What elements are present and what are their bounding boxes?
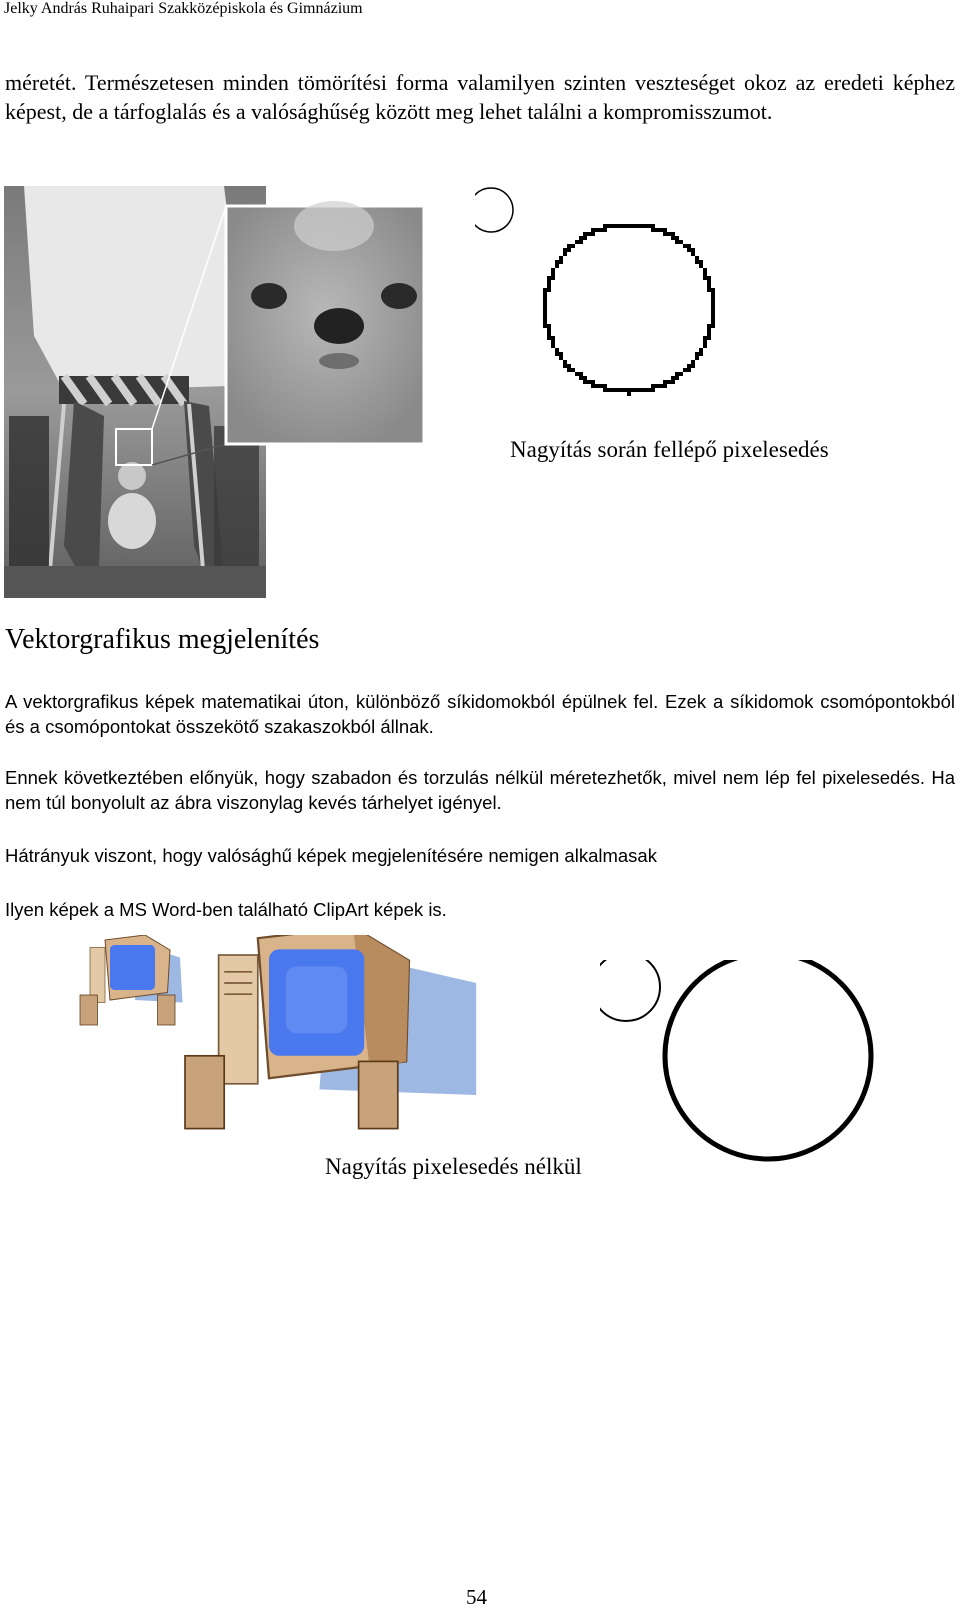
circle-pixel <box>703 268 707 272</box>
circle-pixel <box>651 388 655 392</box>
circle-pixel <box>687 368 691 372</box>
circle-pixel <box>551 340 555 344</box>
paragraph-advantages: Ennek következtében előnyük, hogy szabadon és torzulás nélkül méretezhetők, mivel nem lép fel pixelesedés. Ha nem túl bonyolult az ábra viszonylag kevés tárhelyet igényel. <box>5 767 955 813</box>
circle-pixel <box>711 316 715 320</box>
circle-pixel <box>603 384 607 388</box>
circle-pixel <box>547 332 551 336</box>
circle-pixel <box>587 232 591 236</box>
circle-pixel <box>667 232 671 236</box>
circle-pixel <box>555 352 559 356</box>
circle-pixel <box>607 388 611 392</box>
circle-pixel <box>615 388 619 392</box>
circle-pixel <box>635 224 639 228</box>
computer-small-icon <box>80 935 183 1025</box>
circle-pixel <box>603 228 607 232</box>
circle-pixel <box>615 224 619 228</box>
circle-pixel <box>707 328 711 332</box>
small-vector-circle <box>600 960 660 1021</box>
circle-pixel <box>583 232 587 236</box>
circle-pixel <box>691 360 695 364</box>
circle-pixel <box>703 276 707 280</box>
circle-pixel <box>663 232 667 236</box>
circle-pixel <box>711 300 715 304</box>
circle-pixel <box>671 380 675 384</box>
circle-pixel <box>547 328 551 332</box>
circle-pixel <box>547 288 551 292</box>
circle-pixel <box>651 228 655 232</box>
pixelated-circle-figure <box>475 184 745 409</box>
circle-pixel <box>547 280 551 284</box>
caption-pixelation: Nagyítás során fellépő pixelesedés <box>510 437 829 462</box>
circle-pixel <box>543 296 547 300</box>
circle-pixel <box>695 356 699 360</box>
circle-pixel <box>711 288 715 292</box>
circle-pixel <box>699 260 703 264</box>
circle-pixel <box>663 228 667 232</box>
circle-pixel <box>603 388 607 392</box>
circle-pixel <box>707 332 711 336</box>
circle-pixel <box>655 384 659 388</box>
vector-circles-figure <box>600 960 920 1200</box>
circle-pixel <box>611 224 615 228</box>
circle-pixel <box>671 236 675 240</box>
circle-pixel <box>675 240 679 244</box>
circle-pixel <box>563 360 567 364</box>
circle-pixel <box>591 384 595 388</box>
circle-pixel <box>647 388 651 392</box>
circle-pixel <box>703 344 707 348</box>
circle-pixel <box>627 224 631 228</box>
circle-pixel <box>711 296 715 300</box>
circle-pixel <box>543 288 547 292</box>
circle-pixel <box>595 228 599 232</box>
circle-pixel <box>579 236 583 240</box>
skirt-shape <box>24 186 239 391</box>
circle-pixel <box>563 248 567 252</box>
circle-pixel <box>591 232 595 236</box>
dog-photo-zoom-figure <box>4 186 436 598</box>
circle-pixel <box>699 348 703 352</box>
circle-pixel <box>655 228 659 232</box>
circle-pixel <box>707 276 711 280</box>
circle-pixel <box>543 304 547 308</box>
circle-pixel <box>659 228 663 232</box>
circle-pixel <box>603 224 607 228</box>
circle-pixel <box>563 252 567 256</box>
circle-pixel <box>551 336 555 340</box>
circle-pixel <box>551 268 555 272</box>
circle-pixel <box>547 336 551 340</box>
circle-pixel <box>631 388 635 392</box>
circle-pixel <box>707 280 711 284</box>
circle-pixel <box>691 252 695 256</box>
circle-pixel <box>675 372 679 376</box>
paragraph-vector-definition: A vektorgrafikus képek matematikai úton, különböző síkidomokból épülnek fel. Ezek a síkidomok csomópontokból és a csomópontokat összekötő szakaszokból állnak. <box>5 691 955 737</box>
circle-pixel <box>707 336 711 340</box>
circle-pixel <box>623 224 627 228</box>
circle-pixel <box>683 368 687 372</box>
circle-pixel <box>583 376 587 380</box>
circle-pixel <box>571 244 575 248</box>
circle-pixel <box>695 352 699 356</box>
circle-pixel <box>659 384 663 388</box>
circle-pixel <box>583 236 587 240</box>
circle-pixel <box>559 352 563 356</box>
circle-pixel <box>699 352 703 356</box>
circle-pixel <box>555 260 559 264</box>
circle-pixel <box>567 368 571 372</box>
circle-pixel <box>543 308 547 312</box>
large-vector-circle <box>665 960 871 1159</box>
circle-pixel <box>671 376 675 380</box>
circle-pixel <box>703 272 707 276</box>
circle-pixel <box>555 348 559 352</box>
circle-pixel <box>583 380 587 384</box>
circle-pixel <box>711 304 715 308</box>
circle-pixel <box>567 244 571 248</box>
circle-pixel <box>543 292 547 296</box>
circle-pixel <box>627 388 631 392</box>
circle-pixel <box>547 324 551 328</box>
circle-pixel <box>579 240 583 244</box>
circle-pixel <box>559 356 563 360</box>
circle-pixel <box>543 324 547 328</box>
circle-pixel <box>643 388 647 392</box>
circle-pixel <box>647 224 651 228</box>
circle-pixel <box>711 308 715 312</box>
circle-pixel <box>683 244 687 248</box>
page-header: Jelky András Ruhaipari Szakközépiskola és Gimnázium <box>4 0 363 17</box>
circle-pixel <box>575 372 579 376</box>
circle-pixel <box>675 236 679 240</box>
circle-pixel <box>611 388 615 392</box>
circle-pixel <box>695 256 699 260</box>
circle-pixel <box>555 264 559 268</box>
circle-pixel <box>703 340 707 344</box>
circle-pixel <box>679 372 683 376</box>
circle-pixel <box>579 372 583 376</box>
circle-pixel <box>551 272 555 276</box>
circle-pixel <box>543 312 547 316</box>
circle-pixel <box>643 224 647 228</box>
circle-pixel <box>563 364 567 368</box>
circle-pixel <box>571 368 575 372</box>
circle-pixel <box>639 388 643 392</box>
circle-pixel <box>599 384 603 388</box>
circle-pixel <box>667 380 671 384</box>
circle-pixel <box>711 312 715 316</box>
circle-pixel <box>635 388 639 392</box>
circle-pixel <box>687 248 691 252</box>
circle-pixel <box>627 392 631 396</box>
caption-no-pixelation: Nagyítás pixelesedés nélkül <box>325 1154 582 1179</box>
circle-pixel <box>619 224 623 228</box>
circle-pixel <box>707 288 711 292</box>
computer-clipart-figure <box>70 935 510 1135</box>
circle-pixel <box>551 344 555 348</box>
circle-pixel <box>595 384 599 388</box>
paragraph-disadvantages: Hátrányuk viszont, hogy valósághű képek megjelenítésére nemigen alkalmasak <box>5 845 657 866</box>
circle-pixel <box>575 240 579 244</box>
section-heading: Vektorgrafikus megjelenítés <box>5 624 320 655</box>
circle-pixel <box>691 248 695 252</box>
circle-pixel <box>711 324 715 328</box>
circle-pixel <box>579 376 583 380</box>
circle-pixel <box>695 260 699 264</box>
circle-pixel <box>671 232 675 236</box>
intro-paragraph: méretét. Természetesen minden tömörítési forma valamilyen szinten veszteséget okoz az eredeti képhez képest, de a tárfoglalás és a valósághűség között meg lehet találni a kompromisszumot. <box>5 70 955 124</box>
circle-pixel <box>707 284 711 288</box>
circle-pixel <box>675 376 679 380</box>
circle-pixel <box>663 380 667 384</box>
paragraph-clipart: Ilyen képek a MS Word-ben található ClipArt képek is. <box>5 899 447 920</box>
circle-pixel <box>543 316 547 320</box>
circle-pixel <box>639 224 643 228</box>
circle-pixel <box>707 324 711 328</box>
circle-pixel <box>711 320 715 324</box>
computer-large-icon <box>185 935 476 1129</box>
circle-pixel <box>679 240 683 244</box>
circle-pixel <box>547 276 551 280</box>
circle-pixel <box>559 260 563 264</box>
circle-pixel <box>591 228 595 232</box>
small-circle <box>475 188 513 232</box>
circle-pixel <box>663 384 667 388</box>
pixelated-circle <box>543 224 715 396</box>
circle-pixel <box>711 292 715 296</box>
circle-pixel <box>551 276 555 280</box>
circle-pixel <box>687 364 691 368</box>
circle-pixel <box>543 300 547 304</box>
circle-pixel <box>691 364 695 368</box>
circle-pixel <box>567 248 571 252</box>
circle-pixel <box>543 320 547 324</box>
circle-pixel <box>623 388 627 392</box>
circle-pixel <box>651 224 655 228</box>
page-number: 54 <box>466 1585 487 1609</box>
circle-pixel <box>699 264 703 268</box>
circle-pixel <box>567 364 571 368</box>
circle-pixel <box>703 336 707 340</box>
circle-pixel <box>591 380 595 384</box>
circle-pixel <box>651 384 655 388</box>
circle-pixel <box>559 256 563 260</box>
circle-pixel <box>619 388 623 392</box>
circle-pixel <box>687 244 691 248</box>
circle-pixel <box>599 228 603 232</box>
circle-pixel <box>631 224 635 228</box>
circle-pixel <box>547 284 551 288</box>
circle-pixel <box>607 224 611 228</box>
circle-pixel <box>587 380 591 384</box>
